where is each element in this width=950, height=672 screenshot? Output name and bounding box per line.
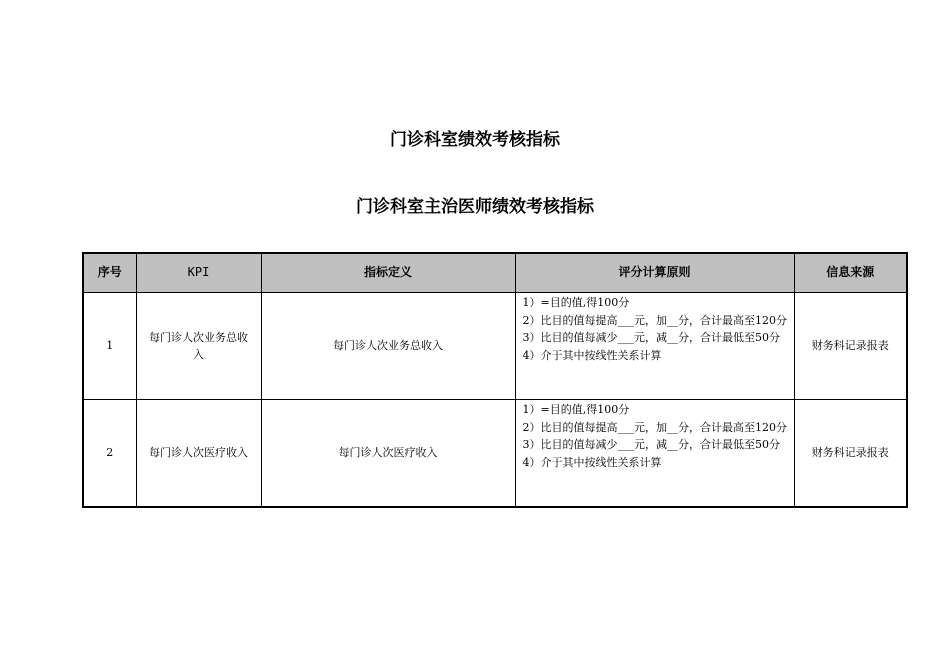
- row-definition: 每门诊人次医疗收入: [261, 400, 515, 508]
- row-index: 2: [83, 400, 136, 508]
- header-scoring-rules: 评分计算原则: [515, 253, 794, 293]
- row-definition: 每门诊人次业务总收入: [261, 293, 515, 400]
- table-row: [83, 293, 907, 400]
- rule-line: 2）比目的值每提高___元，加__分，合计最高至120分: [522, 420, 787, 434]
- table-header-row: [83, 253, 907, 293]
- row-source: 财务科记录报表: [794, 293, 907, 400]
- rule-line: 2）比目的值每提高___元，加__分，合计最高至120分: [522, 313, 787, 327]
- header-index: 序号: [83, 253, 136, 293]
- table-row: [83, 400, 907, 508]
- row-kpi: 每门诊人次医疗收入: [136, 400, 261, 508]
- row-kpi: 每门诊人次业务总收入: [136, 293, 261, 400]
- row-scoring-rules: [515, 400, 794, 508]
- rule-line: 4）介于其中按线性关系计算: [522, 348, 662, 362]
- header-info-source: 信息来源: [794, 253, 907, 293]
- header-kpi: KPI: [136, 253, 261, 293]
- document-subtitle: 门诊科室主治医师绩效考核指标: [356, 197, 594, 217]
- rule-line: 4）介于其中按线性关系计算: [522, 455, 662, 469]
- kpi-table: [82, 252, 908, 508]
- row-index: 1: [83, 293, 136, 400]
- rule-line: 3）比目的值每减少___元，减__分，合计最低至50分: [522, 438, 780, 451]
- rule-line: 1）=目的值,得100分: [522, 403, 630, 416]
- row-scoring-rules: [515, 293, 794, 400]
- rule-line: 3）比目的值每减少___元，减__分，合计最低至50分: [522, 331, 780, 344]
- document-title: 门诊科室绩效考核指标: [390, 130, 560, 150]
- rule-line: 1）=目的值,得100分: [522, 296, 630, 309]
- row-source: 财务科记录报表: [794, 400, 907, 508]
- header-definition: 指标定义: [261, 253, 515, 293]
